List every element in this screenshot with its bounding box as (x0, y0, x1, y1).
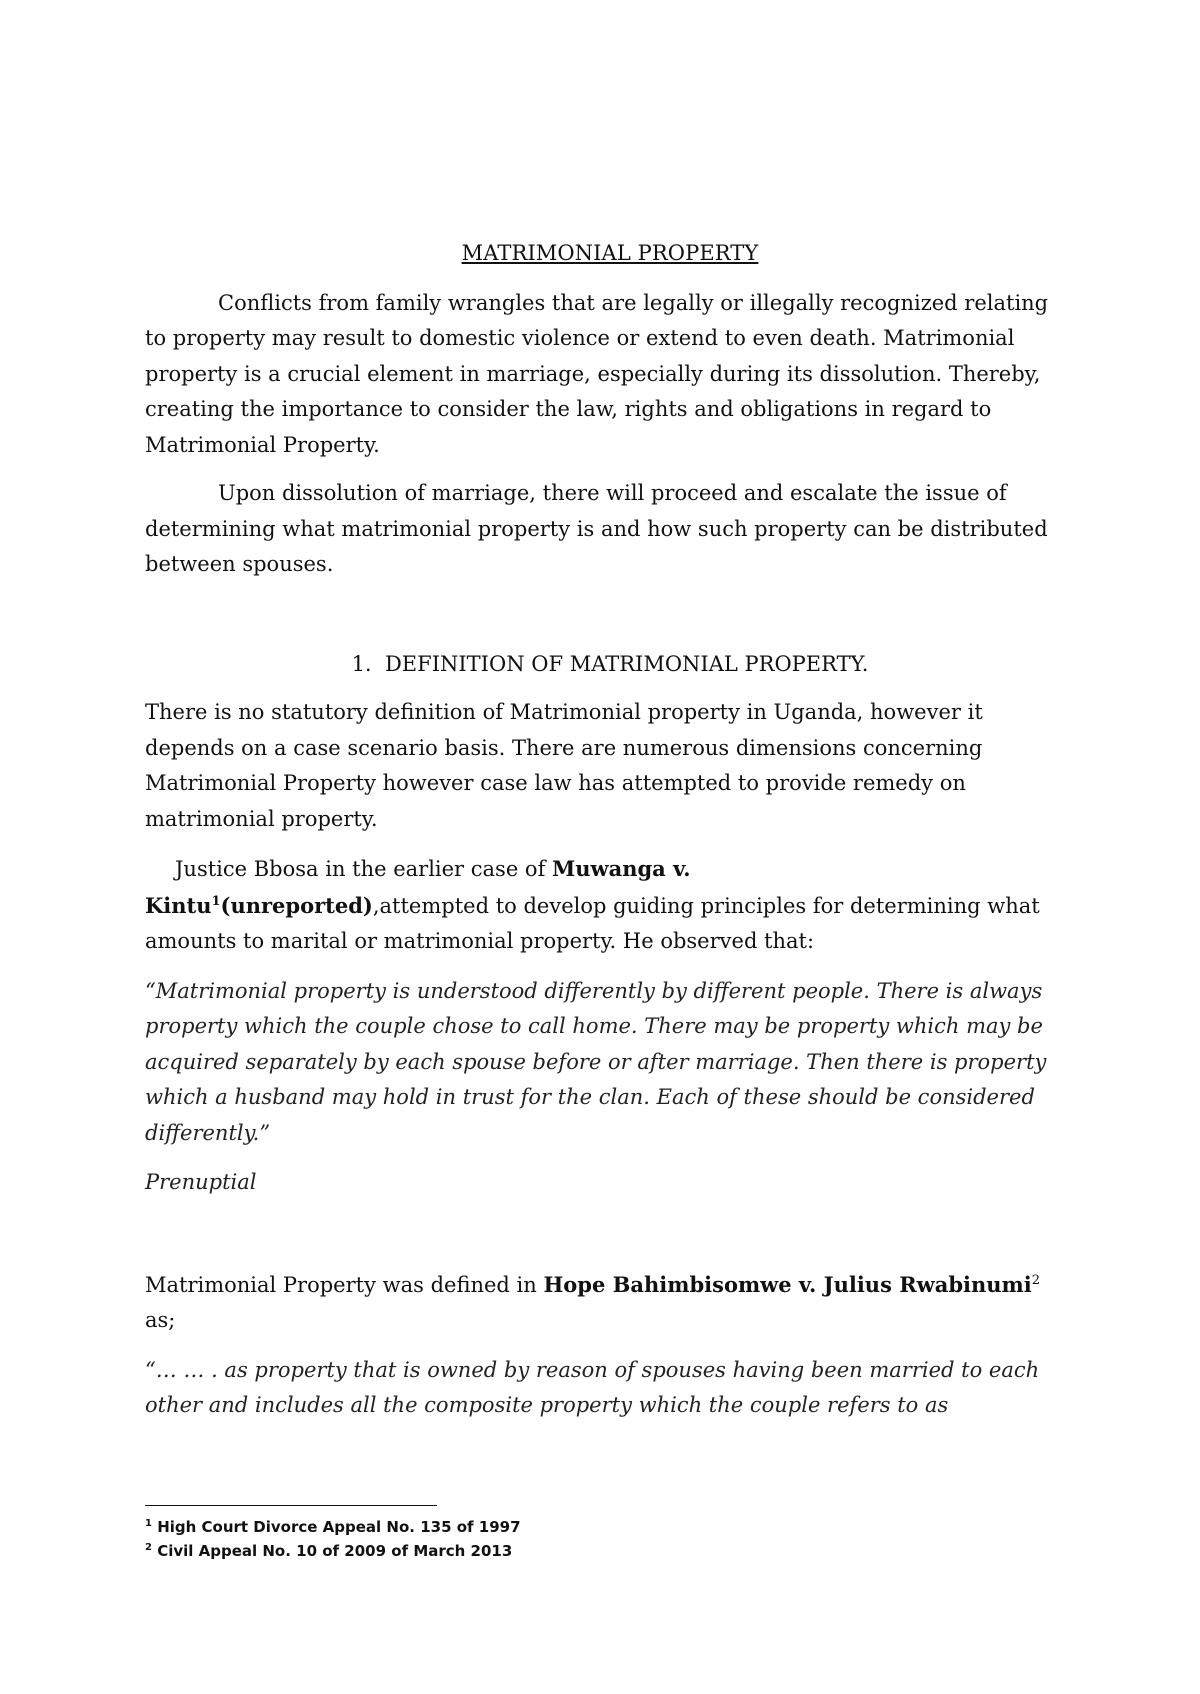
case-name-muwanga: Muwanga v. (552, 856, 691, 881)
section-heading-text: DEFINITION OF MATRIMONIAL PROPERTY. (384, 651, 869, 676)
section-number: 1. (351, 651, 372, 676)
case-name-hope: Hope Bahimbisomwe v. Julius Rwabinumi (543, 1271, 1032, 1297)
footnote-1 (145, 1515, 1045, 1539)
bbosa-lead: Justice Bbosa in the earlier case of (175, 857, 553, 881)
quote-hope: “… … . as property that is owned by reason of spouses having been married to each other and includes all the composite property which the couple refers to as (145, 1357, 1040, 1417)
footnote-text-2: Civil Appeal No. 10 of 2009 of March 2013 (151, 1542, 513, 1560)
document-body (145, 236, 1075, 1424)
bbosa-paragraph (145, 851, 1075, 960)
footnote-number-1: 1 (145, 1518, 152, 1529)
hope-paragraph (145, 1267, 1075, 1339)
prenuptial-label: Prenuptial (145, 1170, 257, 1194)
section-heading (145, 647, 1075, 683)
intro-paragraph-2: Upon dissolution of marriage, there will proceed and escalate the issue of determining what matrimonial property is and how such property can be distributed between spouses. (145, 481, 1048, 576)
footnote-number-2: 2 (145, 1542, 152, 1553)
footnotes (145, 1515, 1045, 1563)
case-name-kintu: Kintu (145, 892, 212, 918)
footnote-2 (145, 1539, 1045, 1563)
quote-muwanga: “Matrimonial property is understood differently by different people. There is always property which the couple chose to call home. There may be property which may be acquired separately by each spouse before or after marriage. Then there is property which a husband may hold in trust for the clan. Each of these should be considered differently.” (145, 978, 1047, 1145)
footnote-ref-2: 2 (1031, 1272, 1041, 1288)
footnote-text-1: High Court Divorce Appeal No. 135 of 1997 (151, 1518, 521, 1536)
bbosa-rest: ,attempted to develop guiding principles for determining what amounts to marital or matrimonial property. He observed that: (145, 893, 1040, 953)
document-title: MATRIMONIAL PROPERTY (461, 241, 759, 265)
unreported-label: (unreported) (220, 892, 373, 918)
hope-rest: as; (145, 1308, 176, 1332)
footnote-ref-1: 1 (211, 893, 221, 909)
hope-lead: Matrimonial Property was defined in (145, 1272, 544, 1297)
intro-paragraph-1: Conflicts from family wrangles that are legally or illegally recognized relating to property may result to domestic violence or extend to even death. Matrimonial property is a crucial element in marriage, especially during its dissolution. Thereby, creating the importance to consider the law, rights and obligations in regard to Matrimonial Property. (145, 290, 1049, 457)
definition-paragraph: There is no statutory definition of Matrimonial property in Uganda, however it depends on a case scenario basis. There are numerous dimensions concerning Matrimonial Property however case law has attempted to provide remedy on matrimonial property. (145, 700, 983, 831)
footnote-separator (145, 1505, 437, 1506)
